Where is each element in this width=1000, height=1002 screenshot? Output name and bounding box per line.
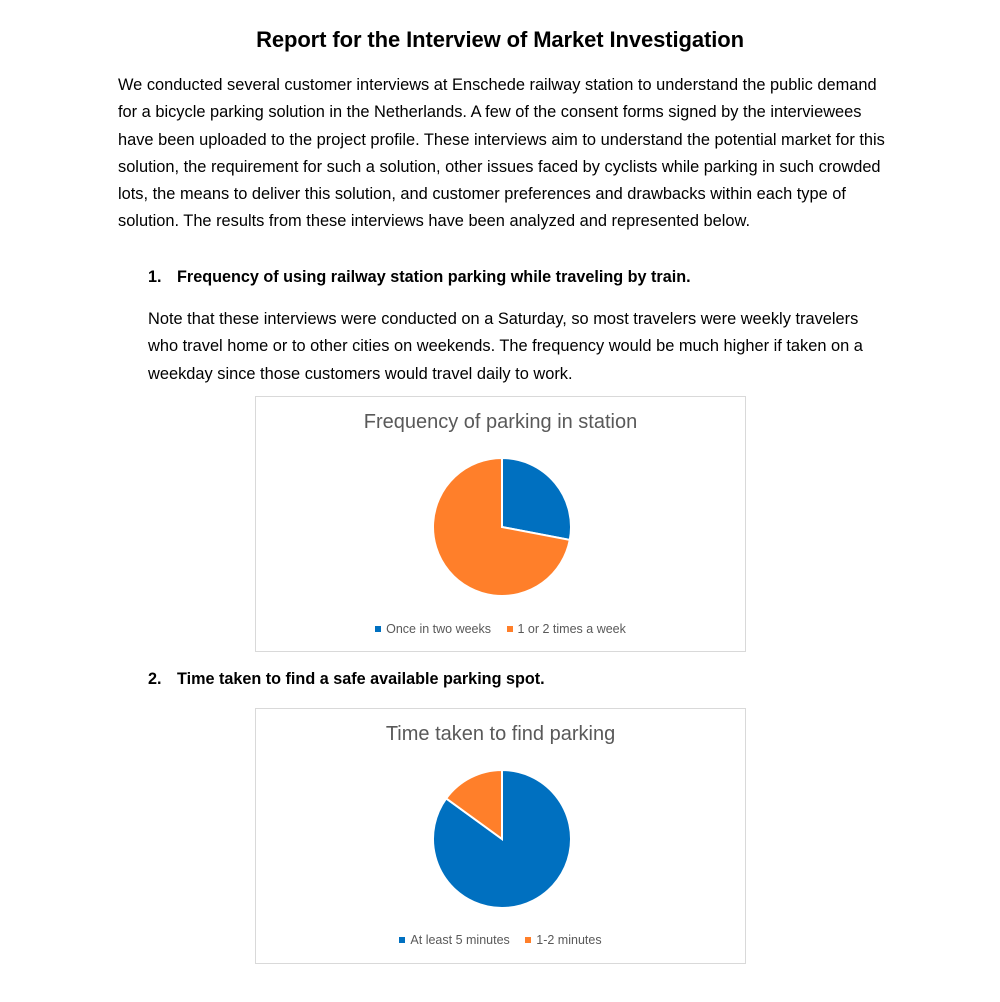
chart-legend	[256, 622, 745, 636]
legend-item-once-in-two-weeks	[375, 622, 491, 636]
section-2-title: Time taken to find a safe available parking spot.	[177, 670, 545, 688]
legend-label: Once in two weeks	[386, 622, 492, 636]
legend-label: 1 or 2 times a week	[517, 622, 626, 636]
pie-chart-time	[256, 709, 747, 965]
section-1-number: 1.	[148, 268, 162, 286]
legend-swatch-orange	[507, 626, 513, 632]
section-2-heading	[148, 670, 545, 689]
legend-swatch-blue	[375, 626, 381, 632]
legend-label: At least 5 minutes	[410, 933, 510, 947]
chart-legend	[256, 933, 745, 947]
legend-item-at-least-5-minutes	[399, 933, 509, 947]
section-1-title: Frequency of using railway station parking while traveling by train.	[177, 268, 691, 286]
chart-frequency-parking	[255, 396, 746, 652]
section-2-number: 2.	[148, 670, 162, 688]
legend-item-1-or-2-times-a-week	[507, 622, 626, 636]
pie-chart-frequency	[256, 397, 747, 653]
pie-slice-once-in-two-weeks	[502, 458, 571, 540]
section-1-heading	[148, 268, 691, 287]
legend-swatch-blue	[399, 937, 405, 943]
section-1-note: Note that these interviews were conducted on a Saturday, so most travelers were weekly travelers who travel home or to other cities on weekends. The frequency would be much higher if taken on a weekday since those customers would travel daily to work.	[148, 310, 863, 383]
legend-item-1-2-minutes	[525, 933, 601, 947]
chart-title: Frequency of parking in station	[363, 411, 638, 433]
legend-swatch-orange	[525, 937, 531, 943]
intro-paragraph: We conducted several customer interviews at Enschede railway station to understand the public demand for a bicycle parking solution in the Netherlands. A few of the consent forms signed by the interviewees have been uploaded to the project profile. These interviews aim to understand the potential market for this solution, the requirement for such a solution, other issues faced by cyclists while parking in such crowded lots, the means to deliver this solution, and customer preferences and drawbacks within each type of solution. The results from these interviews have been analyzed and represented below.	[118, 76, 885, 231]
chart-time-to-find-parking	[255, 708, 746, 964]
chart-title: Time taken to find parking	[385, 723, 616, 745]
legend-label: 1-2 minutes	[536, 933, 602, 947]
report-title: Report for the Interview of Market Investigation	[256, 27, 744, 52]
